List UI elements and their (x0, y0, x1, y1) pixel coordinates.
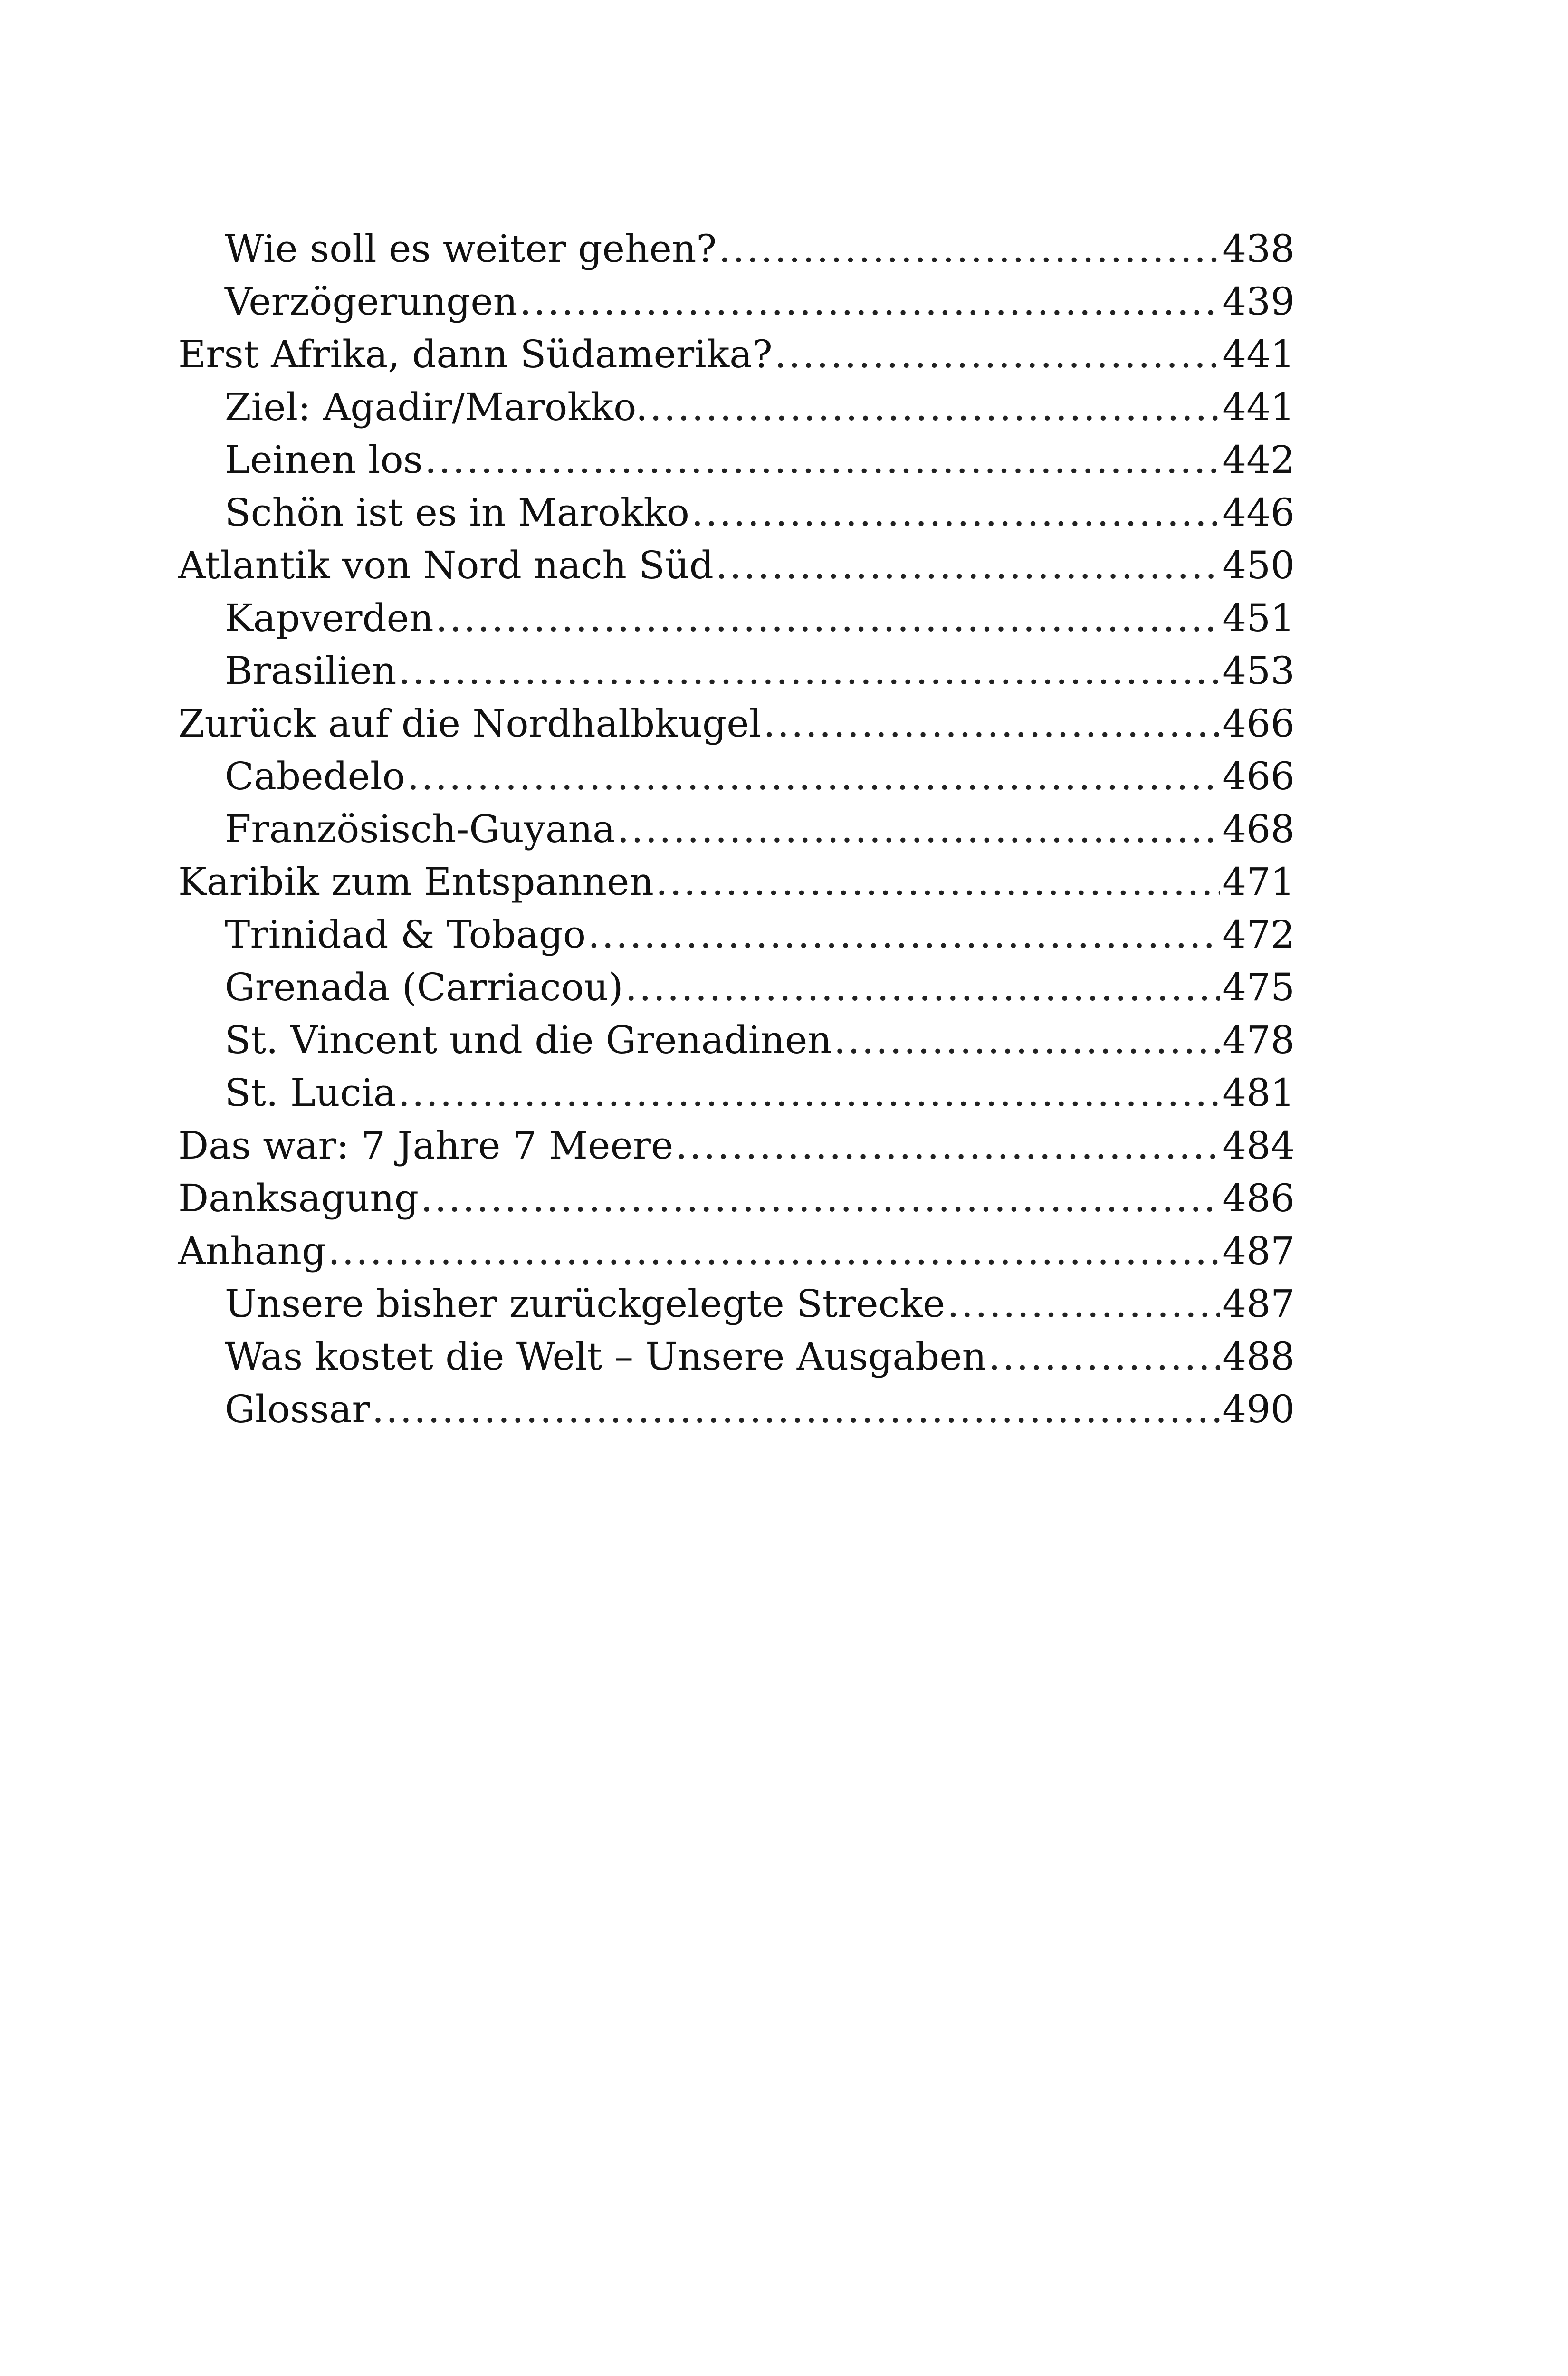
toc-entry-title: Erst Afrika, dann Südamerika? (178, 332, 773, 376)
toc-dot-leader (519, 275, 1220, 328)
toc-entry-title: Ziel: Agadir/Marokko. (225, 385, 648, 429)
toc-dot-leader (617, 803, 1220, 855)
toc-dot-leader (328, 1225, 1220, 1277)
toc-entry (178, 222, 1295, 275)
toc-entry-title: Unsere bisher zurückgelegte Strecke (225, 1282, 946, 1326)
toc-dot-leader (625, 961, 1221, 1014)
toc-page-number: 439 (1222, 279, 1295, 324)
toc-entry (178, 1014, 1295, 1066)
toc-dot-leader (988, 1330, 1220, 1383)
toc-entry (178, 644, 1295, 697)
toc-page-number: 487 (1222, 1229, 1295, 1273)
toc-page-number: 481 (1222, 1071, 1295, 1115)
toc-entry (178, 750, 1295, 803)
toc-dot-leader (774, 328, 1220, 381)
toc-entry (178, 697, 1295, 750)
toc-entry (178, 381, 1295, 433)
toc-page-number: 472 (1222, 912, 1295, 957)
toc-page-number: 466 (1222, 701, 1295, 746)
toc-page-number: 466 (1222, 754, 1295, 798)
toc-page-number: 478 (1222, 1018, 1295, 1062)
toc-entry (178, 1225, 1295, 1277)
toc-page-number: 442 (1222, 438, 1295, 482)
toc-dot-leader (407, 750, 1221, 803)
toc-dot-leader (763, 697, 1220, 750)
toc-dot-leader (436, 592, 1221, 644)
toc-entry-title: Cabedelo (225, 754, 405, 798)
toc-dot-leader (398, 1066, 1221, 1119)
toc-page-number: 453 (1222, 649, 1295, 693)
toc-dot-leader (650, 381, 1220, 433)
toc-entry-title: Leinen los (225, 438, 423, 482)
toc-entry-title: Verzögerungen (225, 279, 518, 324)
toc-page-number: 441 (1222, 385, 1295, 429)
toc-page-number: 451 (1222, 596, 1295, 640)
toc-page-number: 450 (1222, 543, 1295, 587)
toc-entry-title: Danksagung (178, 1176, 419, 1220)
toc-dot-leader (588, 908, 1220, 961)
toc-entry-title: Trinidad & Tobago (225, 912, 586, 957)
toc-entry (178, 1330, 1295, 1383)
toc-entry-title: Kapverden (225, 596, 434, 640)
toc-dot-leader (675, 1119, 1220, 1172)
toc-dot-leader (716, 539, 1220, 592)
toc-page-number: 471 (1222, 860, 1295, 904)
toc-entry-title: St. Vincent und die Grenadinen (225, 1018, 832, 1062)
toc-entry-title: Was kostet die Welt – Unsere Ausgaben (225, 1334, 987, 1379)
toc-page-number: 475 (1222, 965, 1295, 1009)
toc-dot-leader (718, 222, 1220, 275)
toc-entry (178, 1277, 1295, 1330)
toc-dot-leader (947, 1277, 1220, 1330)
toc-dot-leader (834, 1014, 1221, 1066)
toc-entry (178, 275, 1295, 328)
toc-dot-leader (421, 1172, 1220, 1225)
toc-dot-leader (425, 433, 1221, 486)
toc-entry-title: Atlantik von Nord nach Süd (178, 543, 714, 587)
toc-entry (178, 855, 1295, 908)
toc-entry (178, 433, 1295, 486)
toc-dot-leader (691, 486, 1220, 539)
toc-page-number: 487 (1222, 1282, 1295, 1326)
toc-entry (178, 539, 1295, 592)
toc-entry (178, 908, 1295, 961)
toc-entry-title: Das war: 7 Jahre 7 Meere (178, 1123, 674, 1168)
toc-entry-title: Zurück auf die Nordhalbkugel (178, 701, 762, 746)
toc-entry-title: Anhang (178, 1229, 326, 1273)
toc-dot-leader (372, 1383, 1221, 1436)
toc-dot-leader (398, 644, 1220, 697)
toc-entry-title: Französisch-Guyana (225, 807, 615, 851)
toc-entry-title: Brasilien (225, 649, 397, 693)
toc-page-number: 438 (1222, 227, 1295, 271)
toc-page-number: 446 (1222, 490, 1295, 535)
toc-page-number: 486 (1222, 1176, 1295, 1220)
toc-entry-title: St. Lucia (225, 1071, 396, 1115)
toc-entry (178, 961, 1295, 1014)
toc-entry-title: Glossar (225, 1387, 370, 1431)
table-of-contents (178, 222, 1295, 1436)
toc-entry (178, 1119, 1295, 1172)
toc-entry (178, 592, 1295, 644)
toc-entry-title: Wie soll es weiter gehen? (225, 227, 717, 271)
toc-dot-leader (656, 855, 1220, 908)
toc-entry (178, 1066, 1295, 1119)
toc-page-number: 484 (1222, 1123, 1295, 1168)
toc-entry-title: Grenada (Carriacou) (225, 965, 623, 1009)
toc-entry (178, 1172, 1295, 1225)
toc-entry (178, 803, 1295, 855)
toc-entry (178, 486, 1295, 539)
toc-entry-title: Schön ist es in Marokko (225, 490, 689, 535)
toc-entry (178, 328, 1295, 381)
toc-entry-title: Karibik zum Entspannen (178, 860, 654, 904)
toc-page-number: 490 (1222, 1387, 1295, 1431)
toc-page-number: 468 (1222, 807, 1295, 851)
toc-page-number: 441 (1222, 332, 1295, 376)
toc-page-number: 488 (1222, 1334, 1295, 1379)
toc-entry (178, 1383, 1295, 1436)
